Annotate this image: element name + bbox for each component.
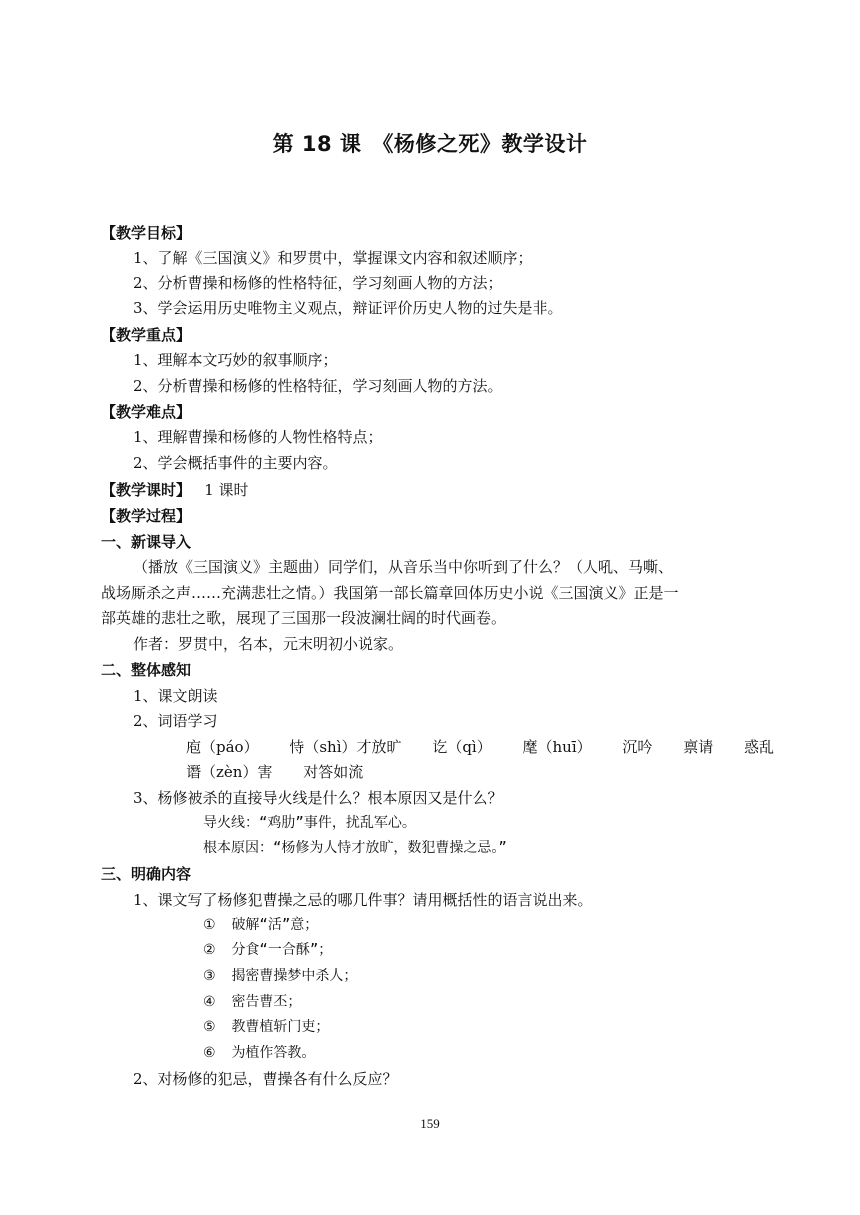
hours-value: 1 课时 (204, 481, 249, 499)
process-heading: 【教学过程】 (101, 507, 192, 525)
vocab-word: 庖（páo） (186, 738, 259, 756)
hours-heading: 【教学课时】 (101, 481, 192, 499)
vocab-word: 讫（qì） (432, 738, 492, 756)
event-item (203, 938, 332, 962)
objective-item: 3、学会运用历史唯物主义观点，辩证评价历史人物的过失是非。 (133, 299, 563, 317)
event-item (203, 1015, 329, 1039)
event-item (203, 990, 301, 1014)
event-text: 揭密曹操梦中杀人； (231, 968, 358, 984)
event-text: 密告曹丕； (231, 994, 302, 1010)
event-number: ④ (203, 994, 216, 1010)
keypoint-item: 1、理解本文巧妙的叙事顺序； (133, 351, 338, 369)
content-question: 2、对杨修的犯忌，曹操各有什么反应？ (133, 1070, 398, 1088)
page-title: 第 18 课 《杨修之死》教学设计 (272, 132, 588, 156)
event-text: 分食“一合酥”； (231, 942, 333, 958)
overall-item: 3、杨修被杀的直接导火线是什么？根本原因又是什么？ (133, 789, 503, 807)
content-question: 1、课文写了杨修犯曹操之忌的哪几件事？请用概括性的语言说出来。 (133, 891, 593, 909)
overall-item: 1、课文朗读 (133, 687, 218, 705)
vocab-word: 麾（huī） (522, 738, 592, 756)
overall-item: 2、词语学习 (133, 712, 218, 730)
event-item (203, 1041, 315, 1065)
objective-item: 1、了解《三国演义》和罗贯中，掌握课文内容和叙述顺序； (133, 249, 533, 267)
content-heading: 三、明确内容 (101, 865, 192, 883)
event-item (203, 913, 318, 937)
event-number: ③ (203, 968, 216, 984)
intro-paragraph-line: （播放《三国演义》主题曲）同学们，从音乐当中你听到了什么？（人吼、马嘶、 (133, 558, 674, 576)
vocab-word: 惑乱 (744, 738, 775, 756)
page-number: 159 (420, 1116, 440, 1131)
vocab-word: 恃（shì）才放旷 (289, 738, 402, 756)
vocab-word: 禀请 (683, 738, 714, 756)
root-cause-answer: 根本原因：“杨修为人恃才放旷，数犯曹操之忌。” (203, 840, 507, 856)
difficulties-heading: 【教学难点】 (101, 403, 192, 421)
vocab-word: 对答如流 (303, 763, 364, 781)
objectives-heading: 【教学目标】 (101, 224, 192, 242)
event-number: ⑤ (203, 1019, 216, 1035)
difficulty-item: 2、学会概括事件的主要内容。 (133, 454, 338, 472)
event-item (203, 964, 357, 988)
keypoints-heading: 【教学重点】 (101, 326, 192, 344)
difficulty-item: 1、理解曹操和杨修的人物性格特点； (133, 428, 383, 446)
intro-paragraph-line: 部英雄的悲壮之歌，展现了三国那一段波澜壮阔的时代画卷。 (101, 609, 507, 627)
vocab-row (186, 760, 389, 784)
vocab-word: 沉吟 (622, 738, 653, 756)
vocab-word: 谮（zèn）害 (186, 763, 273, 781)
event-number: ② (203, 942, 216, 958)
event-number: ⑥ (203, 1045, 216, 1061)
event-text: 为植作答教。 (231, 1045, 316, 1061)
intro-heading: 一、新课导入 (101, 533, 192, 551)
vocab-row (186, 735, 800, 759)
event-text: 教曹植斩门吏； (231, 1019, 330, 1035)
overall-heading: 二、整体感知 (101, 661, 192, 679)
objective-item: 2、分析曹操和杨修的性格特征，学习刻画人物的方法； (133, 274, 503, 292)
hours-line (101, 478, 249, 502)
intro-paragraph-line: 战场厮杀之声……充满悲壮之情。）我国第一部长篇章回体历史小说《三国演义》正是一 (101, 584, 679, 602)
keypoint-item: 2、分析曹操和杨修的性格特征，学习刻画人物的方法。 (133, 377, 503, 395)
event-number: ① (203, 917, 216, 933)
author-note: 作者：罗贯中，名本，元末明初小说家。 (133, 635, 404, 653)
fuse-answer: 导火线：“鸡肋”事件，扰乱军心。 (203, 815, 416, 831)
event-text: 破解“活”意； (231, 917, 319, 933)
